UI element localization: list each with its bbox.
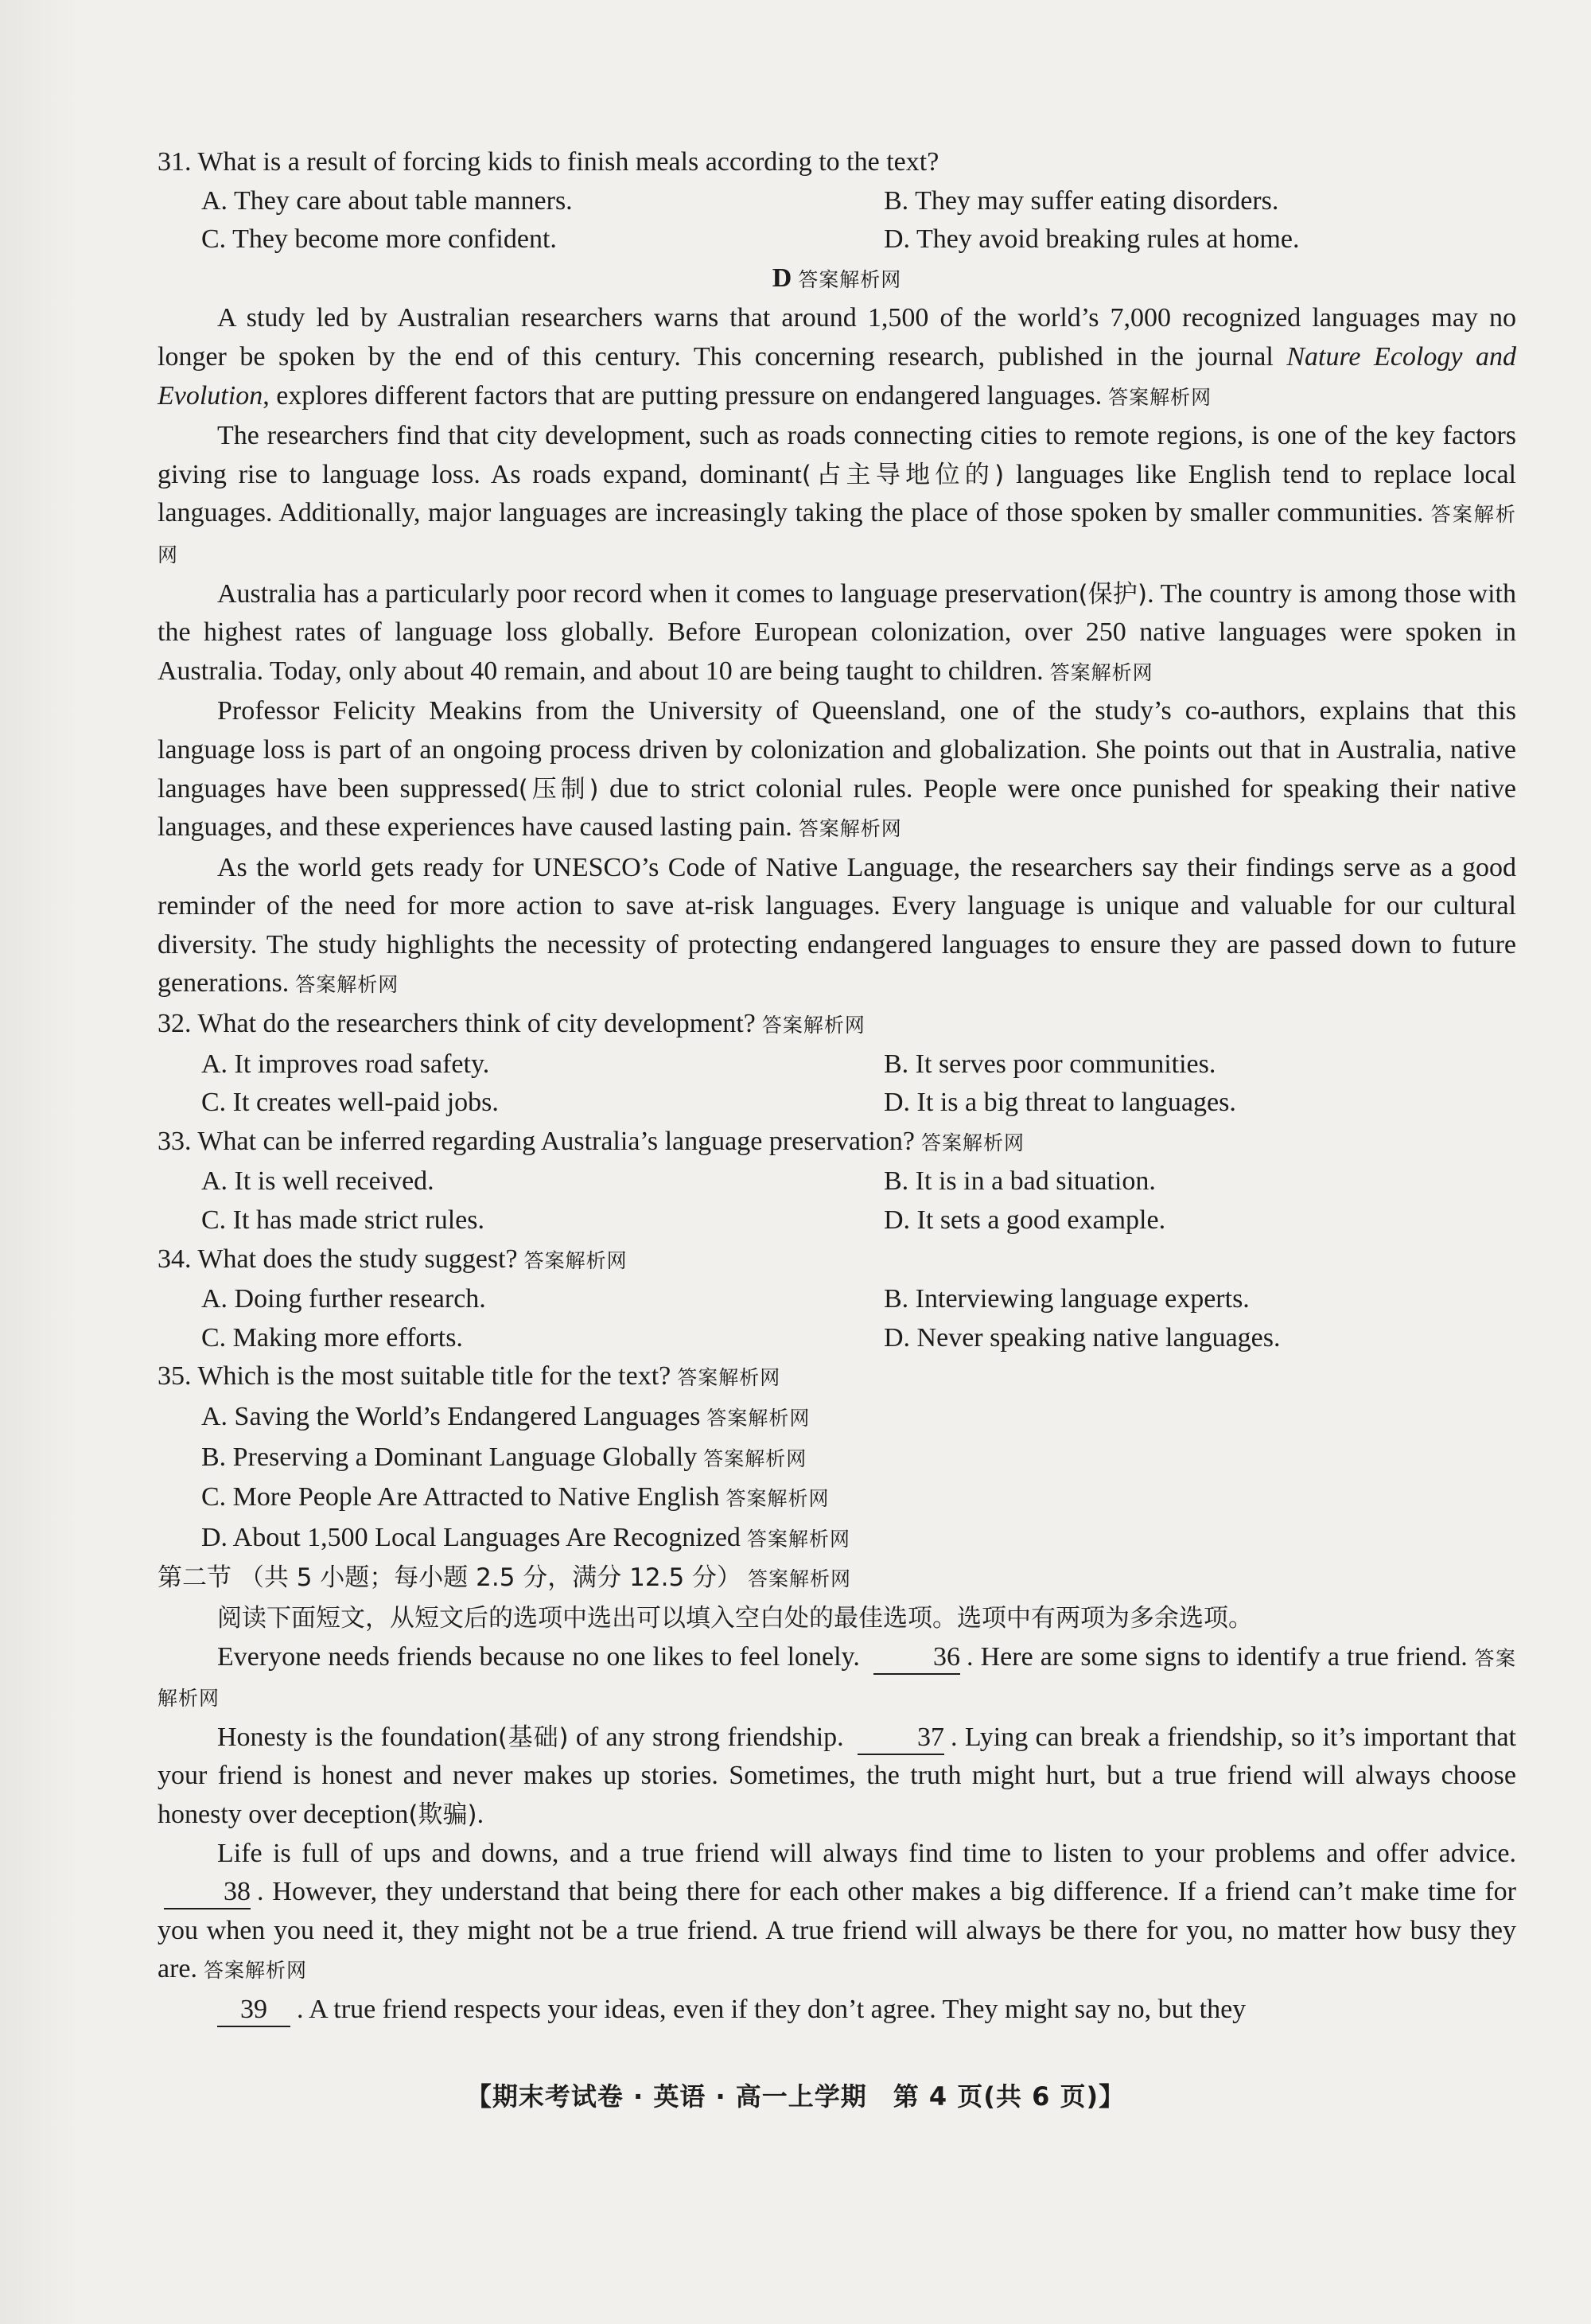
question-33-option-b: B. It is in a bad situation. (884, 1166, 1156, 1197)
watermark-inline: 答案解析网 (798, 817, 902, 841)
question-34-option-b: B. Interviewing language experts. (884, 1284, 1250, 1314)
watermark-inline: 答案解析网 (677, 1366, 781, 1390)
passage-d-label (158, 259, 1516, 300)
option-text: B. Preserving a Dominant Language Globally (201, 1442, 698, 1472)
cloze-paragraph-1 (158, 1638, 1516, 1719)
question-35-option-d (201, 1519, 1516, 1559)
page-footer: 【期末考试卷 · 英语 · 高一上学期 第 4 页(共 6 页)】 (465, 2081, 1126, 2112)
watermark-inline: 答案解析网 (158, 503, 1516, 566)
option-text: A. Saving the World’s Endangered Languages (201, 1402, 701, 1431)
question-32-stem (158, 1005, 1516, 1045)
question-33-stem (158, 1123, 1516, 1163)
watermark-inline: 答案解析网 (725, 1487, 830, 1511)
p4-text-a: Professor Felicity Meakins from the University of Queensland, one of the study’s co-authors, explains that this language loss is part of an ongoing process driven by colonization and globalization. She points out that in Australia, native languages have been suppressed (158, 696, 1516, 804)
option-text: C. More People Are Attracted to Native English (201, 1482, 720, 1512)
section-heading-text: 第二节 （共 5 小题；每小题 2.5 分，满分 12.5 分） (158, 1563, 742, 1593)
watermark-inline: 答案解析网 (1108, 385, 1212, 409)
p2-text-a: The researchers find that city development, such as roads connecting cities to remote regions, is one of the key factors giving rise to language loss. As roads expand, dominant (158, 421, 1516, 489)
watermark-inline: 答案解析网 (295, 973, 399, 997)
passage-d-paragraph-1 (158, 299, 1516, 417)
watermark-inline: 答案解析网 (204, 1959, 308, 1983)
c2-text-c: . Lying can break a friendship, so it’s important that your friend is honest and never makes up stories. Sometimes, the truth might hurt, but a true friend will always choose honesty over deception (158, 1722, 1516, 1829)
p2-text-b: languages like English tend to replace local languages. Additionally, major languages are increasingly taking the place of those spoken by smaller communities. (158, 459, 1516, 528)
watermark-inline: 答案解析网 (920, 1131, 1025, 1154)
passage-d-paragraph-3 (158, 575, 1516, 693)
question-34-option-c: C. Making more efforts. (201, 1322, 463, 1353)
watermark-inline: 答案解析网 (761, 1014, 866, 1037)
p1-text-a: A study led by Australian researchers warns that around 1,500 of the world’s 7,000 recognized languages may no longer be spoken by the end of this century. This concerning research, published in the journal (158, 303, 1516, 372)
p3-gloss: (保护) (1078, 579, 1148, 609)
question-32-option-c: C. It creates well-paid jobs. (201, 1088, 499, 1118)
question-32-text: 32. What do the researchers think of city development? (158, 1009, 756, 1039)
blank-37: 37 (858, 1722, 944, 1755)
c2-text-b: of any strong friendship. (568, 1722, 852, 1752)
p2-gloss: (占主导地位的) (801, 460, 1005, 489)
question-35-stem (158, 1357, 1516, 1398)
p3-text-a: Australia has a particularly poor record when it comes to language preservation (217, 578, 1079, 609)
c2-text-a: Honesty is the foundation (217, 1722, 498, 1752)
c3-text-b: . However, they understand that being there for each other makes a big difference. If a friend can’t make time for you when you need it, they might not be a true friend. A true friend will always be there for you, no matter how busy they are. (158, 1877, 1516, 1984)
c4-text: . A true friend respects your ideas, even if they don’t agree. They might say no, but they (297, 1994, 1247, 2024)
watermark-inline: 答案解析网 (1049, 660, 1153, 684)
question-32-options (158, 1045, 1516, 1123)
watermark-inline: 答案解析网 (706, 1407, 811, 1430)
watermark-inline: 答案解析网 (703, 1446, 807, 1470)
p5-text: As the world gets ready for UNESCO’s Code of Native Language, the researchers say their findings serve as a good reminder of the need for more action to save at-risk languages. Every language is unique and valuable for our cultural diversity. The study highlights the necessity of protecting endangered languages to ensure they are passed down to future generations. (158, 852, 1516, 999)
question-35-option-a (201, 1398, 1516, 1438)
blank-36: 36 (873, 1641, 960, 1675)
passage-d-paragraph-4 (158, 692, 1516, 848)
p3-text-b: . The country is among those with the highest rates of language loss globally. Before European colonization, over 250 native languages were spoken in Australia. Today, only about 40 remain, and about 10 are being taught to children. (158, 578, 1516, 686)
question-35-option-b (201, 1438, 1516, 1479)
question-33-option-d: D. It sets a good example. (884, 1205, 1166, 1236)
c3-text-a: Life is full of ups and downs, and a true friend will always find time to listen to your problems and offer advice. (217, 1838, 1516, 1868)
scan-shadow (0, 0, 80, 2324)
question-31-option-d: D. They avoid breaking rules at home. (884, 224, 1300, 255)
question-35-option-c (201, 1478, 1516, 1519)
c1-text-a: Everyone needs friends because no one likes to feel lonely. (217, 1641, 867, 1672)
question-34-options (158, 1280, 1516, 1357)
question-33-options (158, 1162, 1516, 1240)
cloze-paragraph-3 (158, 1835, 1516, 1991)
p4-gloss: (压制) (518, 774, 599, 804)
journal-title: Nature Ecology and Evolution (158, 341, 1516, 411)
c2-gloss-2: (欺骗) (408, 1800, 477, 1829)
passage-d-paragraph-2 (158, 417, 1516, 574)
blank-39: 39 (217, 1994, 290, 2027)
watermark-inline: 答案解析网 (158, 1646, 1516, 1711)
question-32-option-d: D. It is a big threat to languages. (884, 1088, 1236, 1118)
passage-label-text: D (772, 263, 792, 293)
blank-38: 38 (164, 1876, 251, 1909)
question-31-option-b: B. They may suffer eating disorders. (884, 185, 1279, 216)
question-31-stem: 31. What is a result of forcing kids to finish meals according to the text? (158, 147, 939, 177)
question-33-text: 33. What can be inferred regarding Australia’s language preservation? (158, 1126, 915, 1156)
passage-d-paragraph-5 (158, 849, 1516, 1005)
question-34-text: 34. What does the study suggest? (158, 1244, 518, 1274)
question-32-option-a: A. It improves road safety. (201, 1049, 490, 1079)
watermark-inline: 答案解析网 (746, 1527, 850, 1551)
p4-text-b: due to strict colonial rules. People were once punished for speaking their native languages, and these experiences have caused lasting pain. (158, 773, 1516, 843)
watermark-inline: 答案解析网 (798, 267, 902, 291)
cloze-paragraph-2 (158, 1719, 1516, 1835)
question-33-option-a: A. It is well received. (201, 1166, 434, 1197)
question-35-text: 35. Which is the most suitable title for the text? (158, 1361, 671, 1392)
question-34-stem (158, 1240, 1516, 1281)
section-2-instruction (158, 1599, 1516, 1638)
c2-gloss: (基础) (497, 1723, 569, 1752)
question-31-options (158, 182, 1516, 259)
question-34-option-d: D. Never speaking native languages. (884, 1322, 1281, 1353)
watermark-inline: 答案解析网 (523, 1248, 628, 1272)
c1-text-b: . Here are some signs to identify a true friend. (966, 1641, 1468, 1672)
question-32-option-b: B. It serves poor communities. (884, 1049, 1216, 1079)
question-31-option-a: A. They care about table manners. (201, 185, 573, 216)
exam-page (158, 143, 1516, 2030)
instruction-text: 阅读下面短文，从短文后的选项中选出可以填入空白处的最佳选项。选项中有两项为多余选项。 (217, 1603, 1253, 1633)
question-34-option-a: A. Doing further research. (201, 1284, 486, 1314)
section-2-heading (158, 1559, 1516, 1599)
option-text: D. About 1,500 Local Languages Are Recognized (201, 1522, 741, 1552)
p1-text-b: , explores different factors that are putting pressure on endangered languages. (263, 380, 1103, 411)
question-33-option-c: C. It has made strict rules. (201, 1205, 484, 1236)
question-35-options (158, 1398, 1516, 1559)
watermark-inline: 答案解析网 (748, 1567, 852, 1591)
c2-text-d: . (477, 1799, 484, 1829)
question-31-option-c: C. They become more confident. (201, 224, 557, 255)
cloze-paragraph-4 (158, 1991, 1516, 2030)
